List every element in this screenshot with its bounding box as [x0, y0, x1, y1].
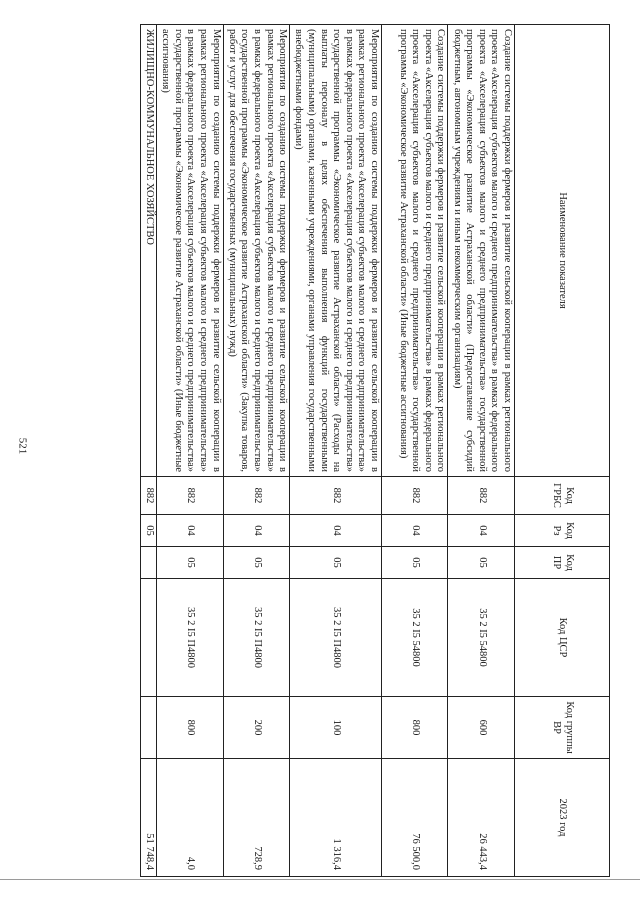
- header-vr: Код группы ВР: [515, 697, 610, 759]
- row-vr: 800: [157, 697, 224, 759]
- rotated-table-wrapper: [140, 24, 610, 876]
- row-grbs: 882: [382, 477, 449, 515]
- row-pr: 05: [382, 547, 449, 579]
- row-csr: [141, 579, 157, 697]
- row-rz: 04: [290, 515, 382, 547]
- row-amount: 51 748,4: [141, 759, 157, 877]
- document-page: [140, 24, 610, 876]
- row-name: Создание системы поддержки фермеров и развитие сельской кооперации в рамках регионального проекта «Акселерация субъектов малого и среднего предпринимательства» в рамках федерального проекта «Акселерация субъектов малого и среднего предпринимательства» государственной программы «Экономическое развитие Астраханской области» (Иные бюджетные ассигнования): [382, 25, 449, 477]
- row-csr: 35 2 I5 П4800: [223, 579, 290, 697]
- header-name: Наименование показателя: [515, 25, 610, 477]
- row-rz: 04: [223, 515, 290, 547]
- page-number: 521: [16, 437, 29, 455]
- row-vr: 600: [448, 697, 515, 759]
- scan-edge-line: [0, 879, 640, 880]
- row-csr: 35 2 I5 П4800: [290, 579, 382, 697]
- table-row: [157, 25, 224, 877]
- row-grbs: 882: [141, 477, 157, 515]
- table-row: [223, 25, 290, 877]
- header-grbs: Код ГРБС: [515, 477, 610, 515]
- row-pr: 05: [448, 547, 515, 579]
- row-name: ЖИЛИЩНО-КОММУНАЛЬНОЕ ХОЗЯЙСТВО: [141, 25, 157, 477]
- row-vr: 200: [223, 697, 290, 759]
- row-vr: 800: [382, 697, 449, 759]
- header-pr: Код ПР: [515, 547, 610, 579]
- table-row: [448, 25, 515, 877]
- row-pr: [141, 547, 157, 579]
- table-row: [290, 25, 382, 877]
- row-rz: 05: [141, 515, 157, 547]
- row-name: Мероприятия по созданию системы поддержки фермеров и развитие сельской кооперации в рамках регионального проекта «Акселерация субъектов малого и среднего предпринимательства» в рамках федерального проекта «Акселерация субъектов малого и среднего предпринимательства» государственной программы «Экономическое развитие Астраханской области» (Расходы на выплаты персоналу в целях обеспечения выполнения функций государственными (муниципальными) органами, казенными учреждениями, органами управления государственными внебюджетными фондами): [290, 25, 382, 477]
- row-grbs: 882: [223, 477, 290, 515]
- header-year: 2023 год: [515, 759, 610, 877]
- row-pr: 05: [223, 547, 290, 579]
- row-csr: 35 2 I5 П4800: [157, 579, 224, 697]
- row-name: Создание системы поддержки фермеров и развитие сельской кооперации в рамках регионального проекта «Акселерация субъектов малого и среднего предпринимательства» в рамках федерального проекта «Акселерация субъектов малого и среднего предпринимательства» государственной программы «Экономическое развитие Астраханской области» (Предоставление субсидий бюджетным, автономным учреждениям и иным некоммерческим организациям): [448, 25, 515, 477]
- row-rz: 04: [448, 515, 515, 547]
- header-csr: Код ЦСР: [515, 579, 610, 697]
- row-amount: 1 316,4: [290, 759, 382, 877]
- row-csr: 35 2 I5 54800: [382, 579, 449, 697]
- row-vr: [141, 697, 157, 759]
- row-rz: 04: [382, 515, 449, 547]
- header-rz: Код Рз: [515, 515, 610, 547]
- table-row: [382, 25, 449, 877]
- table-row: [141, 25, 157, 877]
- row-amount: 728,9: [223, 759, 290, 877]
- row-amount: 76 500,0: [382, 759, 449, 877]
- row-pr: 05: [157, 547, 224, 579]
- row-amount: 4,0: [157, 759, 224, 877]
- row-pr: 05: [290, 547, 382, 579]
- table-header-row: [515, 25, 610, 877]
- row-csr: 35 2 I5 54800: [448, 579, 515, 697]
- row-amount: 26 443,4: [448, 759, 515, 877]
- row-name: Мероприятия по созданию системы поддержки фермеров и развитие сельской кооперации в рамках регионального проекта «Акселерация субъектов малого и среднего предпринимательства» в рамках федерального проекта «Акселерация субъектов малого и среднего предпринимательства» государственной программы «Экономическое развитие Астраханской области» (Иные бюджетные ассигнования): [157, 25, 224, 477]
- row-vr: 100: [290, 697, 382, 759]
- row-rz: 04: [157, 515, 224, 547]
- row-name: Мероприятия по созданию системы поддержки фермеров и развитие сельской кооперации в рамках регионального проекта «Акселерация субъектов малого и среднего предпринимательства» в рамках федерального проекта «Акселерация субъектов малого и среднего предпринимательства» государственной программы «Экономическое развитие Астраханской области» (Закупка товаров, работ и услуг для обеспечения государственных (муниципальных) нужд): [223, 25, 290, 477]
- row-grbs: 882: [290, 477, 382, 515]
- row-grbs: 882: [157, 477, 224, 515]
- row-grbs: 882: [448, 477, 515, 515]
- budget-table: [140, 24, 610, 877]
